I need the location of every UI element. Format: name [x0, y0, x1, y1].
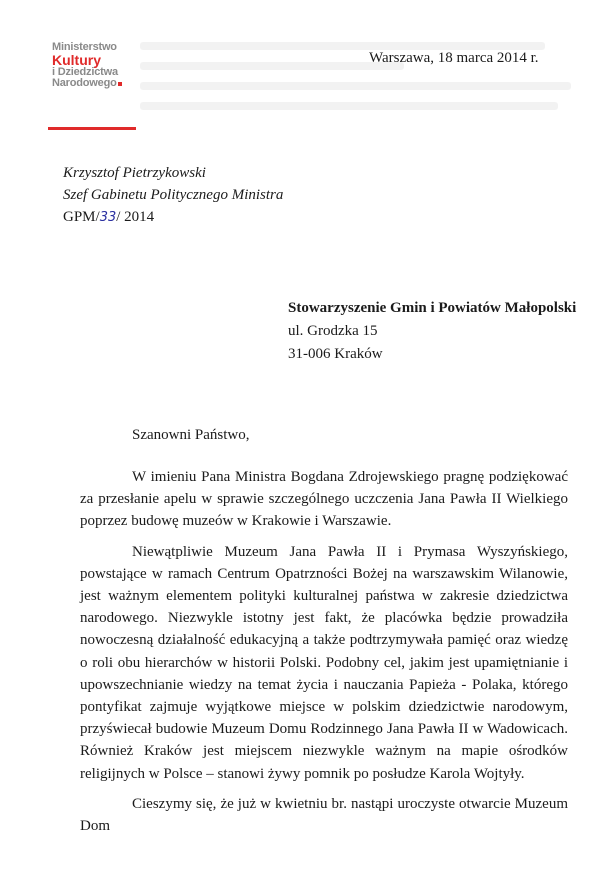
recipient-address — [288, 297, 576, 366]
ref-handwritten-number: 33 — [99, 210, 117, 225]
recipient-name: Stowarzyszenie Gmin i Powiatów Małopolski — [288, 300, 577, 316]
recipient-city: 31-006 Kraków — [288, 346, 383, 362]
logo-line-1: Ministerstwo — [52, 41, 117, 53]
reference-number — [63, 206, 283, 229]
recipient-street: ul. Grodzka 15 — [288, 323, 378, 339]
logo-line-2: Kultury — [52, 52, 101, 68]
brand-divider — [48, 127, 136, 130]
letter-date: Warszawa, 18 marca 2014 r. — [369, 50, 539, 66]
logo-line-3: i Dziedzictwa — [52, 66, 118, 78]
ministry-logo — [52, 42, 132, 89]
ref-prefix: GPM/ — [63, 209, 100, 225]
paragraph-2: Niewątpliwie Muzeum Jana Pawła II i Prymasa Wyszyńskiego, powstające w ramach Centrum Opatrzności Bożej na warszawskim Wilanowie, jest ważnym elementem polityki kulturalnej państwa w zakresie dziedzictwa narodowego. Niezwykle istotny jest fakt, że placówka będzie prowadziła nowoczesną działalność edukacyjną a także podtrzymywała pamięć oraz wiedzę o roli obu hierarchów w historii Polski. Podobny cel, jakim jest upamiętnianie i upowszechnianie wiedzy na temat życia i nauczania Papieża - Polaka, którego pontyfikat zajmuje wyjątkowe miejsce w polskim dziedzictwie narodowym, przyświecał budowie Muzeum Domu Rodzinnego Jana Pawła II w Wadowicach. Również Kraków jest miejscem niezwykle ważnym na mapie ośrodków religijnych w Polsce – stanowi żywy pomnik po posłudze Karola Wojtyły. — [80, 543, 568, 782]
logo-dot-icon — [118, 82, 122, 86]
paragraph-1: W imieniu Pana Ministra Bogdana Zdrojewskiego pragnę podziękować za przesłanie apelu w sprawie szczególnego uczczenia Jana Pawła II Wielkiego poprzez budowę muzeów w Krakowie i Warszawie. — [80, 469, 568, 530]
ref-suffix: / 2014 — [116, 209, 155, 225]
paragraph-3: Cieszymy się, że już w kwietniu br. nastąpi uroczyste otwarcie Muzeum Dom — [80, 795, 568, 835]
logo-line-4: Narodowego — [52, 77, 117, 89]
sender-name: Krzysztof Pietrzykowski — [63, 165, 206, 181]
salutation: Szanowni Państwo, — [132, 427, 250, 443]
letter-body — [80, 466, 568, 845]
sender-block — [63, 162, 283, 229]
sender-title: Szef Gabinetu Politycznego Ministra — [63, 187, 284, 203]
logo-line-4-wrap — [52, 78, 132, 89]
